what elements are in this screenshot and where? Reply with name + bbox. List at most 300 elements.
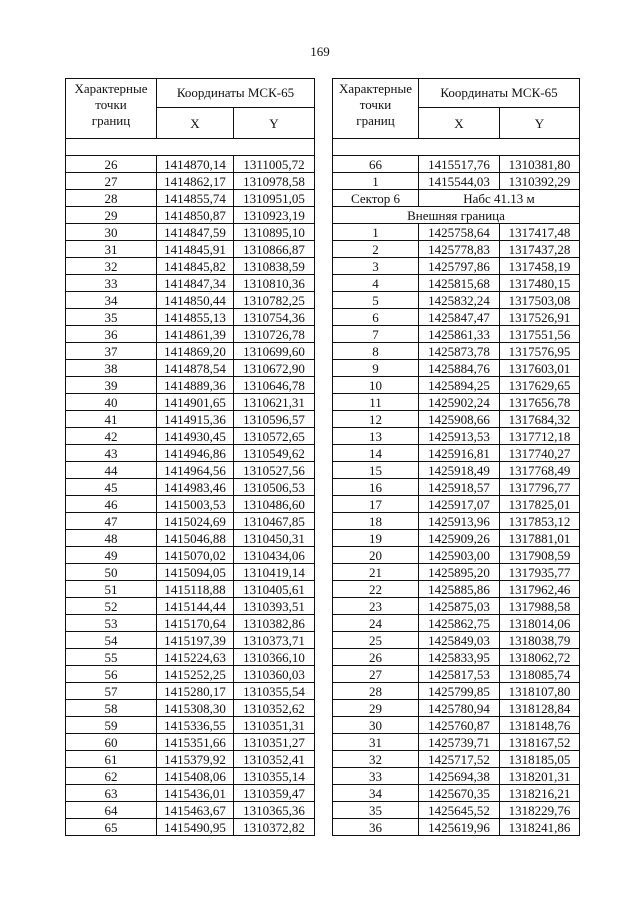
y-coordinate-cell: 1310754,36 [234, 309, 315, 326]
point-number-cell: 57 [66, 683, 157, 700]
y-coordinate-cell: 1317684,32 [500, 411, 580, 428]
x-coordinate-cell: 1425916,81 [419, 445, 500, 462]
y-coordinate-cell: 1317656,78 [500, 394, 580, 411]
point-number-cell: 26 [66, 156, 157, 173]
point-number-cell: 32 [333, 751, 419, 768]
point-number-cell: 54 [66, 632, 157, 649]
table-row [66, 241, 315, 258]
spacer-cell [333, 139, 580, 156]
y-coordinate-cell: 1318107,80 [500, 683, 580, 700]
point-number-cell: 21 [333, 564, 419, 581]
y-coordinate-cell: 1310672,90 [234, 360, 315, 377]
table-row [66, 343, 315, 360]
y-coordinate-cell: 1310527,56 [234, 462, 315, 479]
point-number-cell: 63 [66, 785, 157, 802]
x-coordinate-cell: 1425894,25 [419, 377, 500, 394]
table-row [66, 496, 315, 513]
table-row [66, 258, 315, 275]
y-coordinate-cell: 1310646,78 [234, 377, 315, 394]
table-row [333, 241, 580, 258]
point-number-cell: 9 [333, 360, 419, 377]
point-number-cell: 64 [66, 802, 157, 819]
point-number-cell: 49 [66, 547, 157, 564]
point-number-cell: 31 [333, 734, 419, 751]
point-number-cell: 44 [66, 462, 157, 479]
table-row [66, 445, 315, 462]
table-row [66, 734, 315, 751]
table-row [333, 360, 580, 377]
y-coordinate-cell: 1317988,58 [500, 598, 580, 615]
point-number-cell: 36 [333, 819, 419, 836]
table-row [66, 224, 315, 241]
x-coordinate-cell: 1415408,06 [157, 768, 234, 785]
x-coordinate-cell: 1415224,63 [157, 649, 234, 666]
y-coordinate-cell: 1310506,53 [234, 479, 315, 496]
point-number-cell: 35 [333, 802, 419, 819]
points-column-header [66, 79, 157, 139]
spacer-row [333, 139, 580, 156]
point-number-cell: 3 [333, 258, 419, 275]
table-row [333, 785, 580, 802]
spacer-row [66, 139, 315, 156]
point-number-cell: 1 [333, 224, 419, 241]
point-number-cell: 26 [333, 649, 419, 666]
table-row [66, 530, 315, 547]
x-coordinate-cell: 1415463,67 [157, 802, 234, 819]
x-coordinate-cell: 1415046,88 [157, 530, 234, 547]
y-coordinate-cell: 1310782,25 [234, 292, 315, 309]
x-column-header: X [157, 108, 234, 139]
point-number-cell: 39 [66, 377, 157, 394]
table-row [333, 428, 580, 445]
point-number-cell: 33 [333, 768, 419, 785]
point-number-cell: 47 [66, 513, 157, 530]
point-number-cell: 30 [333, 717, 419, 734]
y-coordinate-cell: 1310467,85 [234, 513, 315, 530]
point-number-cell: 43 [66, 445, 157, 462]
point-number-cell: 10 [333, 377, 419, 394]
table-row [333, 275, 580, 292]
y-coordinate-cell: 1317935,77 [500, 564, 580, 581]
x-coordinate-cell: 1414847,59 [157, 224, 234, 241]
point-number-cell: 25 [333, 632, 419, 649]
point-number-cell: 37 [66, 343, 157, 360]
y-coordinate-cell: 1317603,01 [500, 360, 580, 377]
y-coordinate-cell: 1317437,28 [500, 241, 580, 258]
x-coordinate-cell: 1425619,96 [419, 819, 500, 836]
table-row [66, 751, 315, 768]
y-coordinate-cell: 1310393,51 [234, 598, 315, 615]
table-row [66, 292, 315, 309]
table-row [333, 649, 580, 666]
x-coordinate-cell: 1425758,64 [419, 224, 500, 241]
x-coordinate-cell: 1425908,66 [419, 411, 500, 428]
table-row [66, 207, 315, 224]
point-number-cell: 15 [333, 462, 419, 479]
y-coordinate-cell: 1310419,14 [234, 564, 315, 581]
y-coordinate-cell: 1310434,06 [234, 547, 315, 564]
points-header-line: точки [359, 97, 392, 112]
table-row [333, 258, 580, 275]
y-coordinate-cell: 1318014,06 [500, 615, 580, 632]
table-row [333, 530, 580, 547]
point-number-cell: 2 [333, 241, 419, 258]
point-number-cell: 30 [66, 224, 157, 241]
point-number-cell: 28 [66, 190, 157, 207]
table-row [66, 156, 315, 173]
point-number-cell: 19 [333, 530, 419, 547]
x-coordinate-cell: 1414930,45 [157, 428, 234, 445]
table-row [66, 683, 315, 700]
x-coordinate-cell: 1425760,87 [419, 717, 500, 734]
y-coordinate-cell: 1310450,31 [234, 530, 315, 547]
x-coordinate-cell: 1414845,91 [157, 241, 234, 258]
y-coordinate-cell: 1317825,01 [500, 496, 580, 513]
x-coordinate-cell: 1415336,55 [157, 717, 234, 734]
table-row [66, 615, 315, 632]
y-coordinate-cell: 1317881,01 [500, 530, 580, 547]
point-number-cell: 12 [333, 411, 419, 428]
table-row [66, 598, 315, 615]
x-coordinate-cell: 1415280,17 [157, 683, 234, 700]
table-row [66, 428, 315, 445]
point-number-cell: 42 [66, 428, 157, 445]
x-coordinate-cell: 1414845,82 [157, 258, 234, 275]
point-number-cell: 34 [333, 785, 419, 802]
x-coordinate-cell: 1415024,69 [157, 513, 234, 530]
y-coordinate-cell: 1310359,47 [234, 785, 315, 802]
outer-boundary-label: Внешняя граница [333, 207, 580, 224]
point-number-cell: 27 [333, 666, 419, 683]
table-row [66, 717, 315, 734]
x-coordinate-cell: 1425913,96 [419, 513, 500, 530]
table-row [66, 513, 315, 530]
y-coordinate-cell: 1317712,18 [500, 428, 580, 445]
x-coordinate-cell: 1425694,38 [419, 768, 500, 785]
x-coordinate-cell: 1425739,71 [419, 734, 500, 751]
x-coordinate-cell: 1425909,26 [419, 530, 500, 547]
x-coordinate-cell: 1414869,20 [157, 343, 234, 360]
y-coordinate-cell: 1317417,48 [500, 224, 580, 241]
table-row [333, 564, 580, 581]
table-row [333, 700, 580, 717]
point-number-cell: 66 [333, 156, 419, 173]
x-coordinate-cell: 1414850,44 [157, 292, 234, 309]
table-row [333, 156, 580, 173]
x-coordinate-cell: 1415517,76 [419, 156, 500, 173]
x-coordinate-cell: 1425902,24 [419, 394, 500, 411]
point-number-cell: 38 [66, 360, 157, 377]
y-coordinate-cell: 1310352,62 [234, 700, 315, 717]
table-row [66, 173, 315, 190]
x-coordinate-cell: 1415379,92 [157, 751, 234, 768]
x-coordinate-cell: 1415252,25 [157, 666, 234, 683]
table-row [66, 785, 315, 802]
table-row [333, 479, 580, 496]
table-row [333, 819, 580, 836]
table-row [333, 496, 580, 513]
x-coordinate-cell: 1415094,05 [157, 564, 234, 581]
y-coordinate-cell: 1318128,84 [500, 700, 580, 717]
y-coordinate-cell: 1317962,46 [500, 581, 580, 598]
y-coordinate-cell: 1310978,58 [234, 173, 315, 190]
point-number-cell: 40 [66, 394, 157, 411]
table-row [66, 564, 315, 581]
point-number-cell: 1 [333, 173, 419, 190]
sector-row [333, 190, 580, 207]
x-coordinate-cell: 1425862,75 [419, 615, 500, 632]
y-column-header: Y [500, 108, 580, 139]
x-coordinate-cell: 1414855,13 [157, 309, 234, 326]
point-number-cell: 14 [333, 445, 419, 462]
x-coordinate-cell: 1415170,64 [157, 615, 234, 632]
x-coordinate-cell: 1425797,86 [419, 258, 500, 275]
table-row [333, 683, 580, 700]
x-coordinate-cell: 1425717,52 [419, 751, 500, 768]
point-number-cell: 55 [66, 649, 157, 666]
x-coordinate-cell: 1414870,14 [157, 156, 234, 173]
table-row [333, 615, 580, 632]
point-number-cell: 34 [66, 292, 157, 309]
y-coordinate-cell: 1310355,14 [234, 768, 315, 785]
table-row [333, 598, 580, 615]
point-number-cell: 13 [333, 428, 419, 445]
y-coordinate-cell: 1310810,36 [234, 275, 315, 292]
point-number-cell: 11 [333, 394, 419, 411]
table-row [333, 292, 580, 309]
y-coordinate-cell: 1310381,80 [500, 156, 580, 173]
page-number: 169 [310, 44, 330, 59]
y-coordinate-cell: 1310549,62 [234, 445, 315, 462]
point-number-cell: 22 [333, 581, 419, 598]
y-coordinate-cell: 1318062,72 [500, 649, 580, 666]
outer-boundary-row [333, 207, 580, 224]
y-coordinate-cell: 1318185,05 [500, 751, 580, 768]
table-row [66, 462, 315, 479]
table-row [66, 802, 315, 819]
y-coordinate-cell: 1311005,72 [234, 156, 315, 173]
x-coordinate-cell: 1415490,95 [157, 819, 234, 836]
table-row [333, 751, 580, 768]
table-row [66, 275, 315, 292]
x-coordinate-cell: 1425778,83 [419, 241, 500, 258]
table-row [333, 547, 580, 564]
y-coordinate-cell: 1310486,60 [234, 496, 315, 513]
y-coordinate-cell: 1310351,27 [234, 734, 315, 751]
x-coordinate-cell: 1414855,74 [157, 190, 234, 207]
x-coordinate-cell: 1414915,36 [157, 411, 234, 428]
table-row [66, 666, 315, 683]
point-number-cell: 31 [66, 241, 157, 258]
spacer-cell [66, 139, 315, 156]
y-coordinate-cell: 1318216,21 [500, 785, 580, 802]
table-row [66, 581, 315, 598]
point-number-cell: 23 [333, 598, 419, 615]
x-coordinate-cell: 1425815,68 [419, 275, 500, 292]
table-row [333, 377, 580, 394]
x-coordinate-cell: 1415003,53 [157, 496, 234, 513]
x-coordinate-cell: 1414946,86 [157, 445, 234, 462]
y-coordinate-cell: 1317629,65 [500, 377, 580, 394]
y-coordinate-cell: 1318085,74 [500, 666, 580, 683]
point-number-cell: 27 [66, 173, 157, 190]
x-coordinate-cell: 1425875,03 [419, 598, 500, 615]
x-coordinate-cell: 1425913,53 [419, 428, 500, 445]
y-column-header: Y [234, 108, 315, 139]
left-table-body [66, 139, 315, 836]
table-row [66, 547, 315, 564]
point-number-cell: 5 [333, 292, 419, 309]
table-row [333, 513, 580, 530]
point-number-cell: 32 [66, 258, 157, 275]
table-row [333, 802, 580, 819]
point-number-cell: 65 [66, 819, 157, 836]
header-row [333, 79, 580, 108]
table-row [66, 768, 315, 785]
y-coordinate-cell: 1317768,49 [500, 462, 580, 479]
x-coordinate-cell: 1425780,94 [419, 700, 500, 717]
point-number-cell: 16 [333, 479, 419, 496]
x-coordinate-cell: 1415070,02 [157, 547, 234, 564]
point-number-cell: 62 [66, 768, 157, 785]
x-coordinate-cell: 1425903,00 [419, 547, 500, 564]
y-coordinate-cell: 1310838,59 [234, 258, 315, 275]
table-row [66, 649, 315, 666]
table-row [333, 462, 580, 479]
y-coordinate-cell: 1310382,86 [234, 615, 315, 632]
point-number-cell: 24 [333, 615, 419, 632]
table-row [333, 326, 580, 343]
point-number-cell: 33 [66, 275, 157, 292]
table-row [333, 581, 580, 598]
table-row [66, 326, 315, 343]
point-number-cell: 56 [66, 666, 157, 683]
y-coordinate-cell: 1317503,08 [500, 292, 580, 309]
y-coordinate-cell: 1310596,57 [234, 411, 315, 428]
y-coordinate-cell: 1310365,36 [234, 802, 315, 819]
y-coordinate-cell: 1318167,52 [500, 734, 580, 751]
table-row [333, 411, 580, 428]
x-coordinate-cell: 1414964,56 [157, 462, 234, 479]
point-number-cell: 59 [66, 717, 157, 734]
header-row [66, 79, 315, 108]
y-coordinate-cell: 1318201,31 [500, 768, 580, 785]
y-coordinate-cell: 1317576,95 [500, 343, 580, 360]
point-number-cell: 35 [66, 309, 157, 326]
table-row [333, 173, 580, 190]
x-coordinate-cell: 1425918,57 [419, 479, 500, 496]
point-number-cell: 50 [66, 564, 157, 581]
y-coordinate-cell: 1310726,78 [234, 326, 315, 343]
table-row [333, 717, 580, 734]
point-number-cell: 29 [66, 207, 157, 224]
x-coordinate-cell: 1425799,85 [419, 683, 500, 700]
table-row [333, 768, 580, 785]
x-coordinate-cell: 1414878,54 [157, 360, 234, 377]
x-coordinate-cell: 1425670,35 [419, 785, 500, 802]
y-coordinate-cell: 1310405,61 [234, 581, 315, 598]
point-number-cell: 53 [66, 615, 157, 632]
points-header-line: Характерные [339, 81, 412, 96]
point-number-cell: 46 [66, 496, 157, 513]
point-number-cell: 20 [333, 547, 419, 564]
table-row [66, 190, 315, 207]
table-row [333, 632, 580, 649]
table-row [66, 377, 315, 394]
table-row [66, 411, 315, 428]
y-coordinate-cell: 1317796,77 [500, 479, 580, 496]
point-number-cell: 58 [66, 700, 157, 717]
x-coordinate-cell: 1425895,20 [419, 564, 500, 581]
point-number-cell: 41 [66, 411, 157, 428]
table-row [66, 360, 315, 377]
x-coordinate-cell: 1415436,01 [157, 785, 234, 802]
point-number-cell: 60 [66, 734, 157, 751]
point-number-cell: 51 [66, 581, 157, 598]
x-coordinate-cell: 1425847,47 [419, 309, 500, 326]
y-coordinate-cell: 1317908,59 [500, 547, 580, 564]
y-coordinate-cell: 1318241,86 [500, 819, 580, 836]
y-coordinate-cell: 1317853,12 [500, 513, 580, 530]
point-number-cell: 8 [333, 343, 419, 360]
points-header-line: границ [356, 113, 395, 128]
y-coordinate-cell: 1317480,15 [500, 275, 580, 292]
y-coordinate-cell: 1318229,76 [500, 802, 580, 819]
table-row [333, 445, 580, 462]
x-coordinate-cell: 1415197,39 [157, 632, 234, 649]
point-number-cell: 61 [66, 751, 157, 768]
y-coordinate-cell: 1310366,10 [234, 649, 315, 666]
point-number-cell: 52 [66, 598, 157, 615]
y-coordinate-cell: 1317740,27 [500, 445, 580, 462]
x-coordinate-cell: 1425884,76 [419, 360, 500, 377]
table-row [66, 309, 315, 326]
coord-system-header: Координаты МСК-65 [157, 79, 315, 108]
y-coordinate-cell: 1310360,03 [234, 666, 315, 683]
y-coordinate-cell: 1317458,19 [500, 258, 580, 275]
points-header-line: точки [95, 97, 127, 112]
y-coordinate-cell: 1310621,31 [234, 394, 315, 411]
y-coordinate-cell: 1318148,76 [500, 717, 580, 734]
x-coordinate-cell: 1414847,34 [157, 275, 234, 292]
sector-label: Сектор 6 [333, 190, 419, 207]
table-row [333, 734, 580, 751]
table-row [333, 666, 580, 683]
coord-system-header: Координаты МСК-65 [419, 79, 580, 108]
x-coordinate-cell: 1414889,36 [157, 377, 234, 394]
left-table-header [66, 79, 315, 139]
right-table-body [333, 139, 580, 836]
x-coordinate-cell: 1414983,46 [157, 479, 234, 496]
point-number-cell: 48 [66, 530, 157, 547]
point-number-cell: 4 [333, 275, 419, 292]
x-coordinate-cell: 1425817,53 [419, 666, 500, 683]
point-number-cell: 29 [333, 700, 419, 717]
table-row [66, 394, 315, 411]
y-coordinate-cell: 1310699,60 [234, 343, 315, 360]
y-coordinate-cell: 1310572,65 [234, 428, 315, 445]
x-coordinate-cell: 1415118,88 [157, 581, 234, 598]
y-coordinate-cell: 1310352,41 [234, 751, 315, 768]
x-coordinate-cell: 1425645,52 [419, 802, 500, 819]
x-coordinate-cell: 1414861,39 [157, 326, 234, 343]
table-row [66, 819, 315, 836]
x-coordinate-cell: 1425873,78 [419, 343, 500, 360]
x-coordinate-cell: 1425861,33 [419, 326, 500, 343]
table-row [66, 632, 315, 649]
y-coordinate-cell: 1310951,05 [234, 190, 315, 207]
table-row [333, 394, 580, 411]
